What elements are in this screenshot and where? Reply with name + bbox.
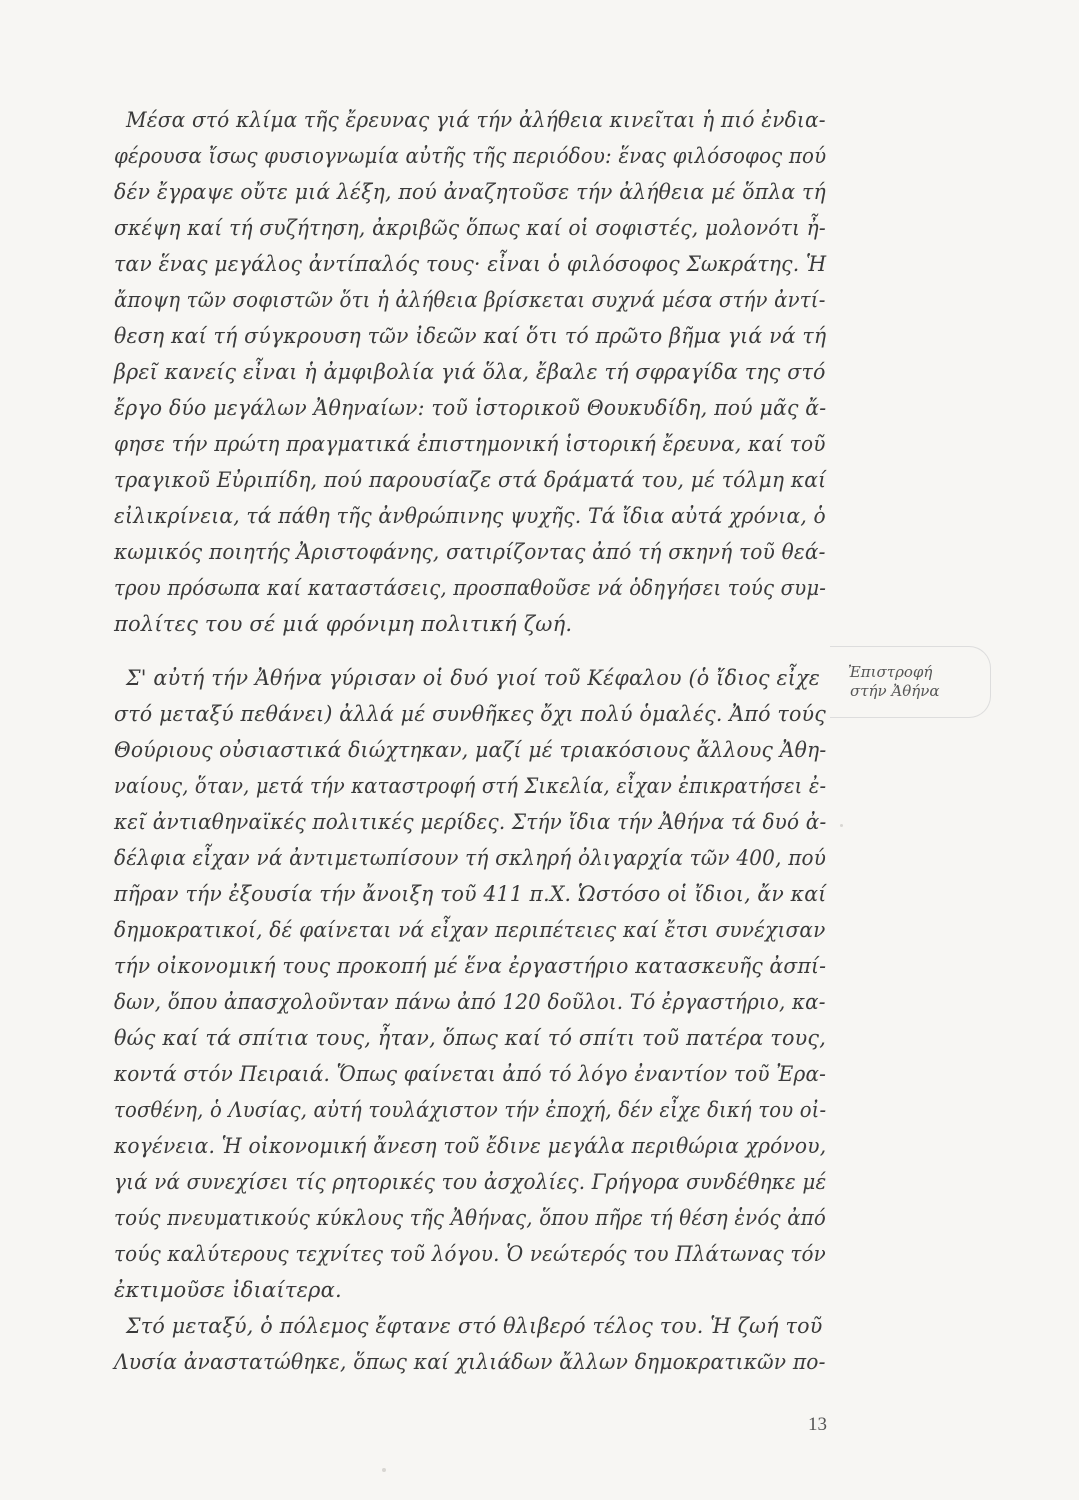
text-line: φέρουσα ἴσως φυσιογνωμία αὐτῆς τῆς περιόδου: ἕνας φιλόσοφος πού <box>114 144 827 168</box>
text-line: σκέψη καί τή συζήτηση, ἀκριβῶς ὅπως καί οἱ σοφιστές, μολονότι ἦ- <box>114 216 826 240</box>
text-line: δέν ἔγραψε οὔτε μιά λέξη, πού ἀναζητοῦσε τήν ἀλήθεια μέ ὅπλα τή <box>114 180 826 204</box>
text-line: κοντά στόν Πειραιά. Ὅπως φαίνεται ἀπό τό λόγο ἐναντίον τοῦ Ἐρα- <box>114 1062 827 1086</box>
text-line: ἐκτιμοῦσε ἰδιαίτερα. <box>114 1278 342 1302</box>
margin-note <box>848 663 998 701</box>
text-line: ἔργο δύο μεγάλων Ἀθηναίων: τοῦ ἱστορικοῦ Θουκυδίδη, πού μᾶς ἄ- <box>114 396 827 420</box>
text-line: τήν οἰκονομική τους προκοπή μέ ἕνα ἐργαστήριο κατασκευῆς ἀσπί- <box>114 954 827 978</box>
scan-speck <box>382 1468 386 1472</box>
text-line: κογένεια. Ἡ οἰκονομική ἄνεση τοῦ ἔδινε μεγάλα περιθώρια χρόνου, <box>114 1134 827 1158</box>
text-line: Μέσα στό κλίμα τῆς ἔρευνας γιά τήν ἀλήθεια κινεῖται ἡ πιό ἐνδια- <box>126 108 826 132</box>
text-line: δέλφια εἶχαν νά ἀντιμετωπίσουν τή σκληρή ὀλιγαρχία τῶν 400, πού <box>114 846 827 870</box>
text-line: στό μεταξύ πεθάνει) ἀλλά μέ συνθῆκες ὄχι πολύ ὁμαλές. Ἀπό τούς <box>114 702 826 726</box>
text-line: κωμικός ποιητής Ἀριστοφάνης, σατιρίζοντας ἀπό τή σκηνή τοῦ θεά- <box>114 540 826 564</box>
text-line: Λυσία ἀναστατώθηκε, ὅπως καί χιλιάδων ἄλλων δημοκρατικῶν πο- <box>114 1350 826 1374</box>
text-line: Θούριους οὐσιαστικά διώχτηκαν, μαζί μέ τριακόσιους ἄλλους Ἀθη- <box>114 738 827 762</box>
text-line: φησε τήν πρώτη πραγματικά ἐπιστημονική ἱστορική ἔρευνα, καί τοῦ <box>114 432 826 456</box>
margin-note-line-1: Ἐπιστροφή <box>848 663 933 681</box>
text-line: βρεῖ κανείς εἶναι ἡ ἀμφιβολία γιά ὅλα, ἔβαλε τή σφραγίδα της στό <box>114 360 826 384</box>
page-number: 13 <box>808 1414 827 1435</box>
margin-note-line-2: στήν Ἀθήνα <box>850 681 940 700</box>
text-line: τούς καλύτερους τεχνίτες τοῦ λόγου. Ὁ νεώτερός του Πλάτωνας τόν <box>114 1242 826 1266</box>
text-line: Στό μεταξύ, ὁ πόλεμος ἔφτανε στό θλιβερό τέλος του. Ἡ ζωή τοῦ <box>126 1314 823 1338</box>
text-line: θώς καί τά σπίτια τους, ἦταν, ὅπως καί τό σπίτι τοῦ πατέρα τους, <box>114 1026 826 1050</box>
text-line: τραγικοῦ Εὐριπίδη, πού παρουσίαζε στά δράματά του, μέ τόλμη καί <box>114 468 827 492</box>
text-line: τούς πνευματικούς κύκλους τῆς Ἀθήνας, ὅπου πῆρε τή θέση ἑνός ἀπό <box>114 1206 827 1230</box>
text-line: πολίτες του σέ μιά φρόνιμη πολιτική ζωή. <box>114 612 573 636</box>
text-line: εἰλικρίνεια, τά πάθη τῆς ἀνθρώπινης ψυχῆς. Τά ἴδια αὐτά χρόνια, ὁ <box>114 504 826 528</box>
text-line: κεῖ ἀντιαθηναϊκές πολιτικές μερίδες. Στήν ἴδια τήν Ἀθήνα τά δυό ἀ- <box>114 810 827 834</box>
scan-speck <box>840 824 843 827</box>
text-line: πῆραν τήν ἐξουσία τήν ἄνοιξη τοῦ 411 π.Χ. Ὡστόσο οἱ ἴδιοι, ἄν καί <box>114 882 827 906</box>
text-line: ταν ἕνας μεγάλος ἀντίπαλός τους· εἶναι ὁ φιλόσοφος Σωκράτης. Ἡ <box>114 252 827 276</box>
text-line: θεση καί τή σύγκρουση τῶν ἰδεῶν καί ὅτι τό πρῶτο βῆμα γιά νά τή <box>114 324 827 348</box>
text-line: Σ' αὐτή τήν Ἀθήνα γύρισαν οἱ δυό γιοί τοῦ Κέφαλου (ὁ ἴδιος εἶχε <box>126 666 821 690</box>
text-line: γιά νά συνεχίσει τίς ρητορικές του ἀσχολίες. Γρήγορα συνδέθηκε μέ <box>114 1170 827 1194</box>
text-line: δων, ὅπου ἀπασχολοῦνταν πάνω ἀπό 120 δοῦλοι. Τό ἐργαστήριο, κα- <box>114 990 826 1014</box>
text-line: ναίους, ὅταν, μετά τήν καταστροφή στή Σικελία, εἶχαν ἐπικρατήσει ἐ- <box>114 774 827 798</box>
text-line: τοσθένη, ὁ Λυσίας, αὐτή τουλάχιστον τήν ἐποχή, δέν εἶχε δική του οἰ- <box>114 1098 827 1122</box>
text-line: τρου πρόσωπα καί καταστάσεις, προσπαθοῦσε νά ὁδηγήσει τούς συμ- <box>114 576 827 600</box>
text-line: δημοκρατικοί, δέ φαίνεται νά εἶχαν περιπέτειες καί ἔτσι συνέχισαν <box>114 918 826 942</box>
text-line: ἄποψη τῶν σοφιστῶν ὅτι ἡ ἀλήθεια βρίσκεται συχνά μέσα στήν ἀντί- <box>114 288 826 312</box>
